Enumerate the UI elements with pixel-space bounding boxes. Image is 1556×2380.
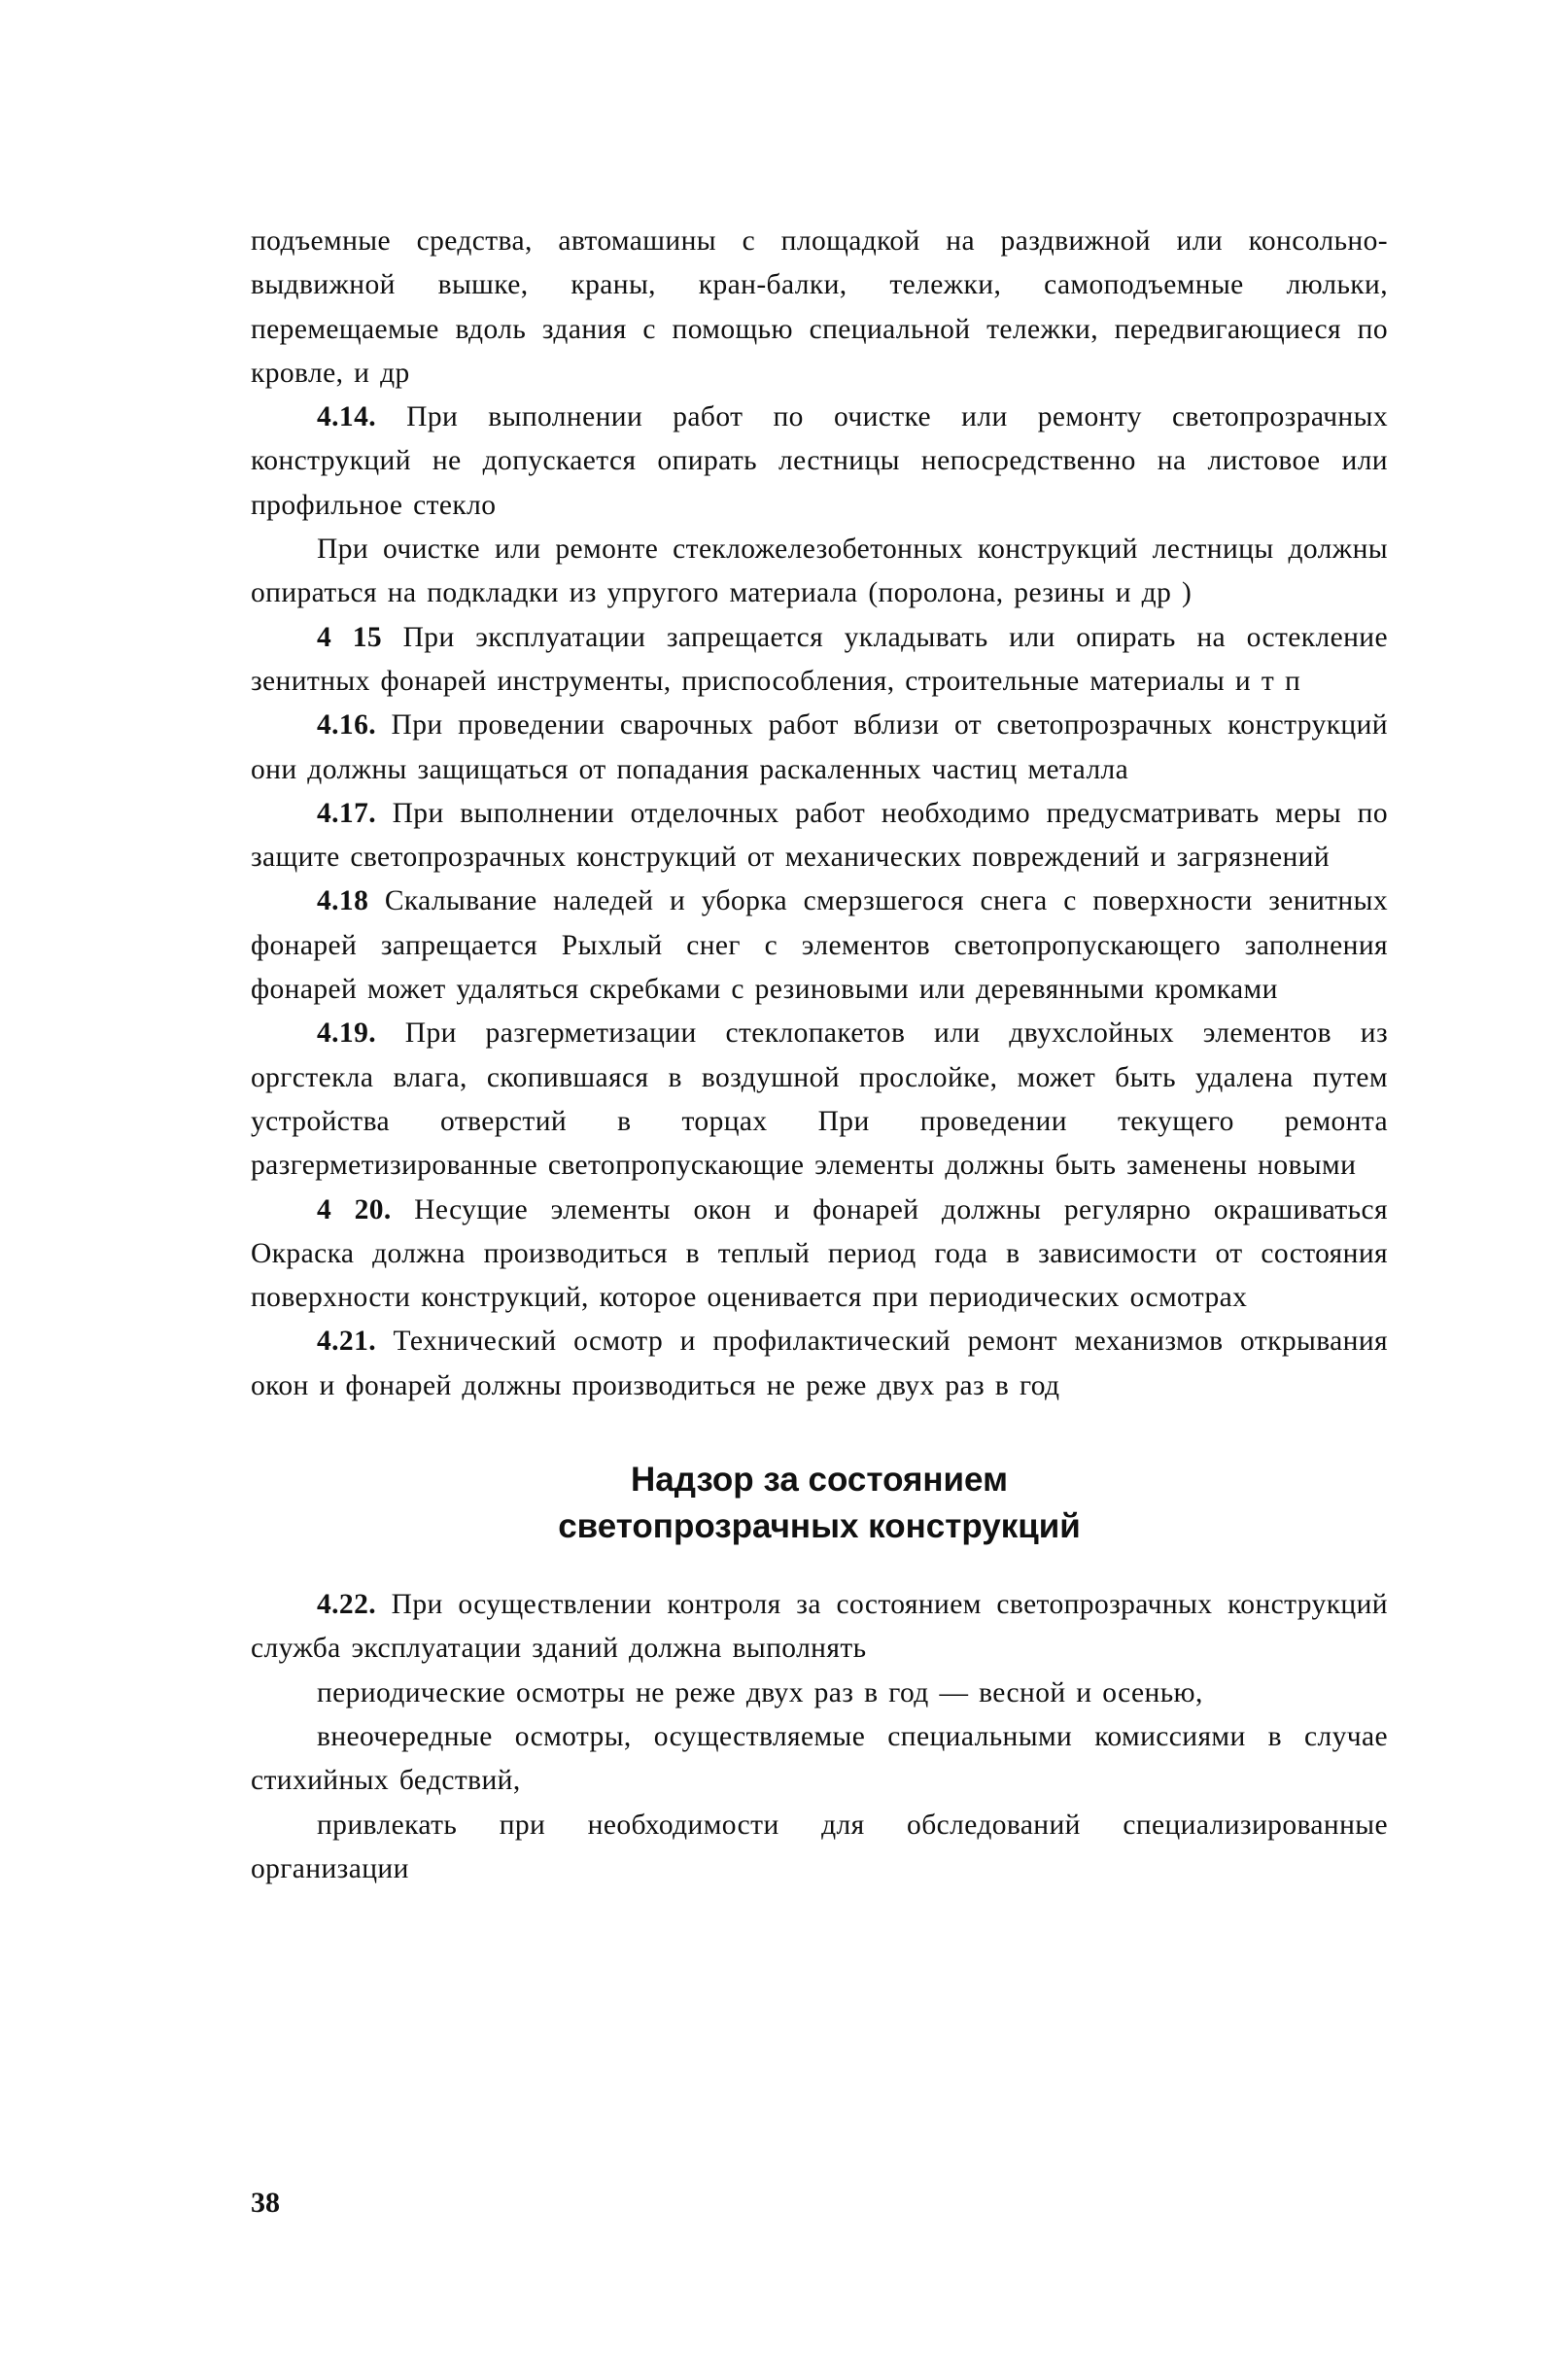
- clause-number: 4.18: [317, 885, 369, 917]
- clause-text: При разгерметизации стеклопакетов или двухслойных элементов из оргстекла влага, скопившаяся в воздушной прослойке, может быть удалена путем устройства отверстий в торцах При проведении текущего ремонта разгерметизированные светопропускающие элементы должны быть заменены новыми: [251, 1018, 1388, 1182]
- page-number: 38: [251, 2187, 280, 2219]
- clause-number: 4 20.: [317, 1193, 392, 1225]
- paragraph-4-17: [251, 792, 1388, 880]
- clause-number: 4.14.: [317, 401, 376, 433]
- list-item-extraordinary-inspections: внеочередные осмотры, осуществляемые специальными комиссиями в случае стихийных бедствий,: [251, 1720, 1388, 1797]
- clause-text: При эксплуатации запрещается укладывать или опирать на остекление зенитных фонарей инструменты, приспособления, строительные материалы и т п: [251, 621, 1388, 697]
- section-heading: [251, 1457, 1388, 1550]
- section-heading-line-2: светопрозрачных конструкций: [558, 1507, 1081, 1546]
- paragraph-4-18: [251, 880, 1388, 1012]
- intro-paragraph: подъемные средства, автомашины с площадкой на раздвижной или консольно-выдвижной вышке, краны, кран-балки, тележки, самоподъемные люльки, перемещаемые вдоль здания с помощью специальной тележки, передвигающиеся по кровле, и др: [251, 225, 1388, 389]
- clause-text: При выполнении отделочных работ необходимо предусматривать меры по защите светопрозрачных конструкций от механических повреждений и загрязнений: [251, 797, 1388, 874]
- paragraph-4-22: [251, 1583, 1388, 1672]
- paragraph-4-16: [251, 704, 1388, 792]
- section-heading-line-1: Надзор за состоянием: [631, 1461, 1008, 1500]
- clause-number: 4.21.: [317, 1326, 376, 1358]
- paragraph-4-14: [251, 396, 1388, 528]
- clause-number: 4.17.: [317, 797, 376, 829]
- list-item-specialized-organizations: привлекать при необходимости для обследований специализированные организации: [251, 1809, 1388, 1884]
- paragraph-4-21: [251, 1320, 1388, 1408]
- clause-text: Технический осмотр и профилактический ремонт механизмов открывания окон и фонарей должны производиться не реже двух раз в год: [251, 1326, 1388, 1401]
- page-body: [251, 220, 1388, 1891]
- clause-number: 4.16.: [317, 709, 376, 742]
- clause-number: 4.22.: [317, 1589, 376, 1621]
- paragraph-4-19: [251, 1012, 1388, 1188]
- paragraph-4-20: [251, 1189, 1388, 1321]
- clause-text: При выполнении работ по очистке или ремонту светопрозрачных конструкций не допускается опирать лестницы непосредственно на листовое или профильное стекло: [251, 401, 1388, 521]
- clause-number: 4 15: [317, 621, 383, 653]
- paragraph-4-15: [251, 616, 1388, 705]
- clause-text: При осуществлении контроля за состоянием светопрозрачных конструкций служба эксплуатации зданий должна выполнять: [251, 1589, 1388, 1665]
- clause-text: Несущие элементы окон и фонарей должны регулярно окрашиваться Окраска должна производиться в теплый период года в зависимости от состояния поверхности конструкций, которое оценивается при периодических осмотрах: [251, 1193, 1388, 1314]
- paragraph-4-14-continued: При очистке или ремонте стекложелезобетонных конструкций лестницы должны опираться на подкладки из упругого материала (поролона, резины и др ): [251, 534, 1388, 609]
- clause-text: Скалывание наледей и уборка смерзшегося снега с поверхности зенитных фонарей запрещается Рыхлый снег с элементов светопропускающего заполнения фонарей может удаляться скребками с резиновыми или деревянными кромками: [251, 885, 1388, 1006]
- clause-text: При проведении сварочных работ вблизи от светопрозрачных конструкций они должны защищаться от попадания раскаленных частиц металла: [251, 709, 1388, 785]
- clause-number: 4.19.: [317, 1018, 376, 1050]
- list-item-periodic-inspections: периодические осмотры не реже двух раз в год — весной и осенью,: [317, 1676, 1203, 1708]
